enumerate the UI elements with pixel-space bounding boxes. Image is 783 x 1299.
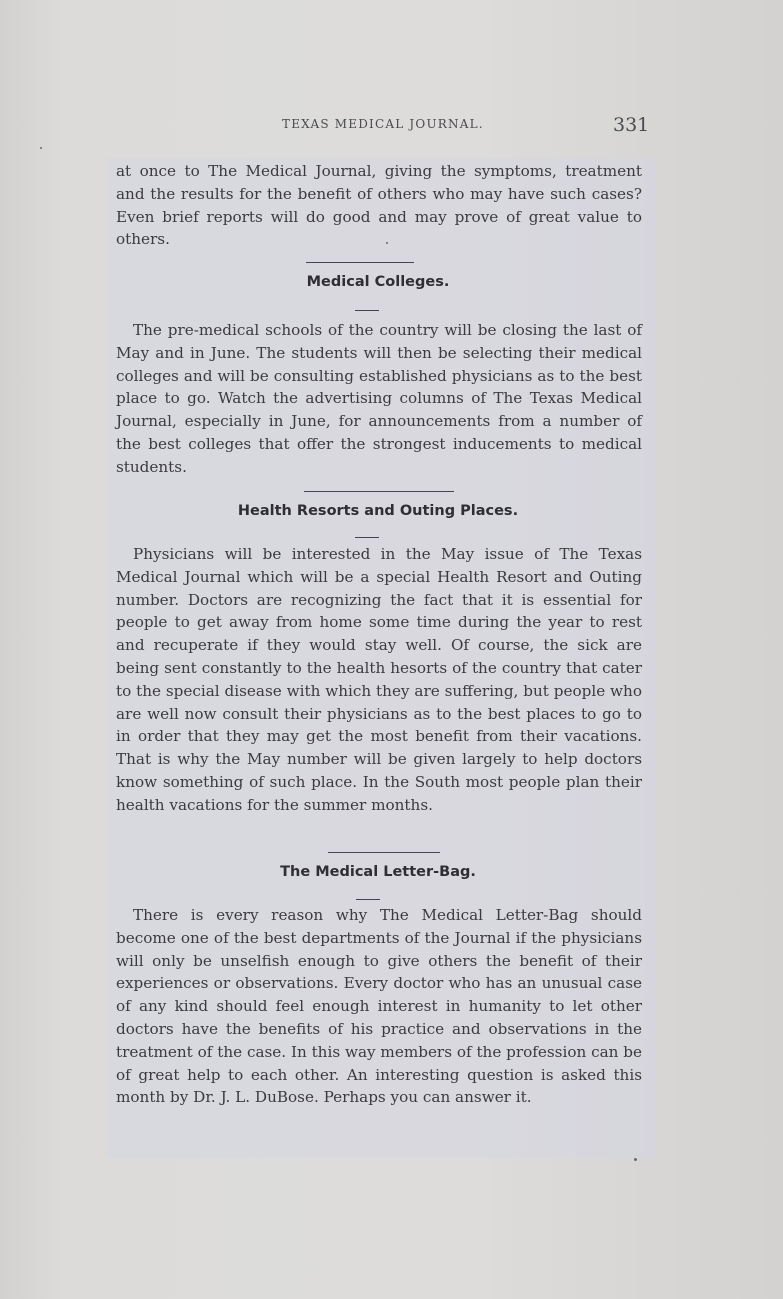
intro-paragraph: at once to The Medical Journal, giving the symptoms, treatment and the results for the benefit of others who may have such cases? Even brief reports will do good and may prove of great value to others. bbox=[116, 162, 642, 249]
section-rule-bottom bbox=[355, 537, 379, 538]
section-body-medical-colleges: The pre-medical schools of the country will be closing the last of May and in June. The students will then be selecting their medical colleges and will be consulting established physicians as to the best place to go. Watch the advertising columns of The Texas Medical Journal, especially in June, for announcements from a number of the best colleges that offer the strongest inducements to medical students. bbox=[116, 321, 642, 476]
section-rule-bottom bbox=[356, 899, 380, 900]
section-rule-top bbox=[328, 852, 440, 853]
paper-speck bbox=[386, 242, 388, 244]
section-rule-bottom bbox=[355, 310, 379, 311]
section-heading-health-resorts: Health Resorts and Outing Places. bbox=[237, 503, 519, 519]
paper-speck bbox=[40, 147, 42, 149]
section-heading-medical-colleges: Medical Colleges. bbox=[306, 274, 450, 290]
section-heading-letter-bag: The Medical Letter-Bag. bbox=[280, 864, 476, 880]
section-body-health-resorts: Physicians will be interested in the May issue of The Texas Medical Journal which will be a special Health Resort and Outing number. Doctors are recognizing the fact that it is essential for people to get away from home some time during the year to rest and recuperate if they would stay well. Of course, the sick are being sent constantly to the health hesorts of the country that cater to the special disease with which they are suffering, but people who are well now consult their physicians as to the best places to go to in order that they may get the most benefit from their vacations. That is why the May number will be given largely to help doctors know something of such place. In the South most people plan their health vacations for the summer months. bbox=[116, 545, 642, 814]
page-number: 331 bbox=[613, 114, 650, 136]
section-rule-top bbox=[306, 262, 414, 263]
section-body-letter-bag: There is every reason why The Medical Letter-Bag should become one of the best departments of the Journal if the physicians will only be unselfish enough to give others the benefit of their experiences or observations. Every doctor who has an unusual case of any kind should feel enough interest in humanity to let other doctors have the benefits of his practice and observations in the treatment of the case. In this way members of the profession can be of great help to each other. An interesting question is asked this month by Dr. J. L. DuBose. Perhaps you can answer it. bbox=[116, 906, 642, 1107]
paper-speck bbox=[634, 1158, 637, 1161]
running-head: TEXAS MEDICAL JOURNAL. bbox=[282, 117, 484, 131]
section-rule-top bbox=[304, 491, 454, 492]
